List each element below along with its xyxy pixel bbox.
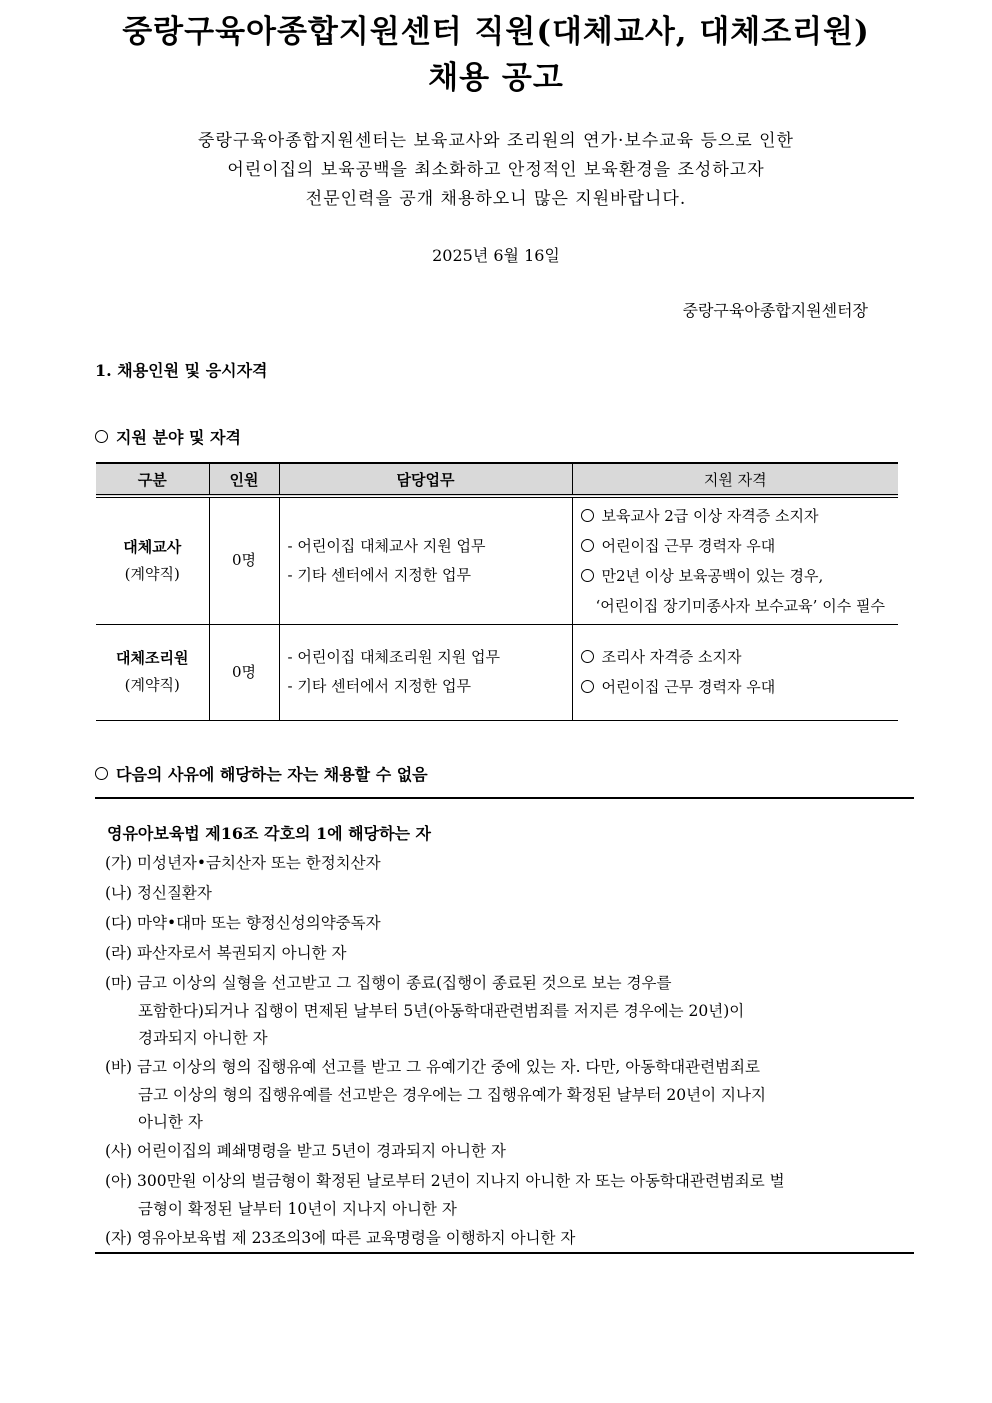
list-item <box>105 938 785 968</box>
intro-line: 중랑구육아종합지원센터는 보육교사와 조리원의 연가·보수교육 등으로 인한 <box>198 131 794 151</box>
recruit-table <box>96 462 898 721</box>
list-item-continuation: 포함한다)되거나 집행이 면제된 날부터 5년(아동학대관련범죄를 저지른 경우에는 20년)이 <box>138 1002 745 1020</box>
list-item-text: (다) 마약•대마 또는 향정신성의약중독자 <box>105 914 381 932</box>
duty-item: - 어린이집 대체교사 지원 업무 <box>287 536 486 555</box>
position-cell <box>96 496 209 624</box>
page-subtitle: 채용 공고 <box>428 60 564 96</box>
qualification-text: 어린이집 근무 경력자 우대 <box>601 678 776 696</box>
subsection-label: 지원 분야 및 자격 <box>116 428 241 447</box>
list-item-text: (자) 영유아보육법 제 23조의3에 따른 교육명령을 이행하지 아니한 자 <box>105 1229 576 1247</box>
circle-bullet-icon <box>581 509 594 522</box>
list-item-text: (나) 정신질환자 <box>105 884 212 902</box>
table-row <box>96 496 898 624</box>
list-item <box>105 908 785 938</box>
subsection-heading <box>95 425 241 448</box>
position-type: (계약직) <box>124 676 180 694</box>
position-type: (계약직) <box>124 564 180 583</box>
qualification-continuation: ‘어린이집 장기미종사자 보수교육’ 이수 필수 <box>595 596 885 615</box>
disqualification-box <box>95 797 914 1254</box>
list-item-text: (라) 파산자로서 복권되지 아니한 자 <box>105 944 347 962</box>
list-item <box>105 1052 785 1136</box>
position-name: 대체교사 <box>123 537 182 556</box>
subsection-heading <box>95 762 428 785</box>
headcount: 0명 <box>209 496 279 624</box>
duty-item: - 기타 센터에서 지정한 업무 <box>287 677 472 695</box>
circle-bullet-icon <box>581 569 594 582</box>
duty-item: - 기타 센터에서 지정한 업무 <box>287 565 472 584</box>
list-item-continuation: 아니한 자 <box>138 1113 203 1131</box>
qualification-item <box>581 642 899 672</box>
intro-text <box>0 127 992 214</box>
list-item <box>105 848 785 878</box>
table-header: 인원 <box>209 463 279 496</box>
section-heading: 1. 채용인원 및 응시자격 <box>95 361 268 380</box>
qualification-text: 만2년 이상 보육공백이 있는 경우, <box>601 566 824 585</box>
list-item-text: (바) 금고 이상의 형의 집행유예 선고를 받고 그 유예기간 중에 있는 자. 다만, 아동학대관련범죄로 <box>105 1058 760 1076</box>
position-name: 대체조리원 <box>116 649 189 667</box>
list-item <box>105 878 785 908</box>
list-item <box>105 968 785 1052</box>
qualification-text: 어린이집 근무 경력자 우대 <box>601 536 776 555</box>
table-header: 지원 자격 <box>572 463 898 496</box>
duty-cell <box>279 496 572 624</box>
signer: 중랑구육아종합지원센터장 <box>682 301 868 320</box>
headcount: 0명 <box>209 624 279 720</box>
list-item-continuation: 경과되지 아니한 자 <box>138 1029 268 1047</box>
notice-date: 2025년 6월 16일 <box>432 246 560 265</box>
disqualification-list <box>105 848 785 1253</box>
subsection-label: 다음의 사유에 해당하는 자는 채용할 수 없음 <box>116 765 428 784</box>
duty-item: - 어린이집 대체조리원 지원 업무 <box>287 648 501 666</box>
list-item <box>105 1136 785 1166</box>
list-item-text: (사) 어린이집의 폐쇄명령을 받고 5년이 경과되지 아니한 자 <box>105 1142 506 1160</box>
table-row <box>96 624 898 720</box>
table-header-row <box>96 463 898 496</box>
qualification-item <box>581 672 899 702</box>
circle-bullet-icon <box>95 767 108 780</box>
circle-bullet-icon <box>581 680 594 693</box>
table-header: 구분 <box>96 463 209 496</box>
position-cell <box>96 624 209 720</box>
list-item-continuation: 금형이 확정된 날부터 10년이 지나지 아니한 자 <box>138 1200 457 1218</box>
qualification-text: 조리사 자격증 소지자 <box>601 648 742 666</box>
qualification-item <box>581 501 899 531</box>
list-item-text: (아) 300만원 이상의 벌금형이 확정된 날로부터 2년이 지나지 아니한 자 또는 아동학대관련범죄로 벌 <box>105 1172 785 1190</box>
circle-bullet-icon <box>581 539 594 552</box>
intro-line: 어린이집의 보육공백을 최소화하고 안정적인 보육환경을 조성하고자 <box>227 160 765 180</box>
duty-cell <box>279 624 572 720</box>
table-header: 담당업무 <box>279 463 572 496</box>
law-reference: 영유아보육법 제16조 각호의 1에 해당하는 자 <box>107 824 432 843</box>
qualification-text: 보육교사 2급 이상 자격증 소지자 <box>601 506 819 525</box>
list-item-text: (마) 금고 이상의 실형을 선고받고 그 집행이 종료(집행이 종료된 것으로 보는 경우를 <box>105 974 672 992</box>
list-item-text: (가) 미성년자•금치산자 또는 한정치산자 <box>105 854 381 872</box>
circle-bullet-icon <box>581 650 594 663</box>
qualification-cell <box>572 496 898 624</box>
list-item-continuation: 금고 이상의 형의 집행유예를 선고받은 경우에는 그 집행유예가 확정된 날부터 20년이 지나지 <box>138 1086 766 1104</box>
circle-bullet-icon <box>95 430 108 443</box>
list-item <box>105 1223 785 1253</box>
list-item <box>105 1166 785 1223</box>
qualification-item <box>581 561 899 591</box>
qualification-cell <box>572 624 898 720</box>
qualification-item <box>581 531 899 561</box>
page-title: 중랑구육아종합지원센터 직원(대체교사, 대체조리원) <box>122 14 870 50</box>
intro-line: 전문인력을 공개 채용하오니 많은 지원바랍니다. <box>305 189 687 209</box>
